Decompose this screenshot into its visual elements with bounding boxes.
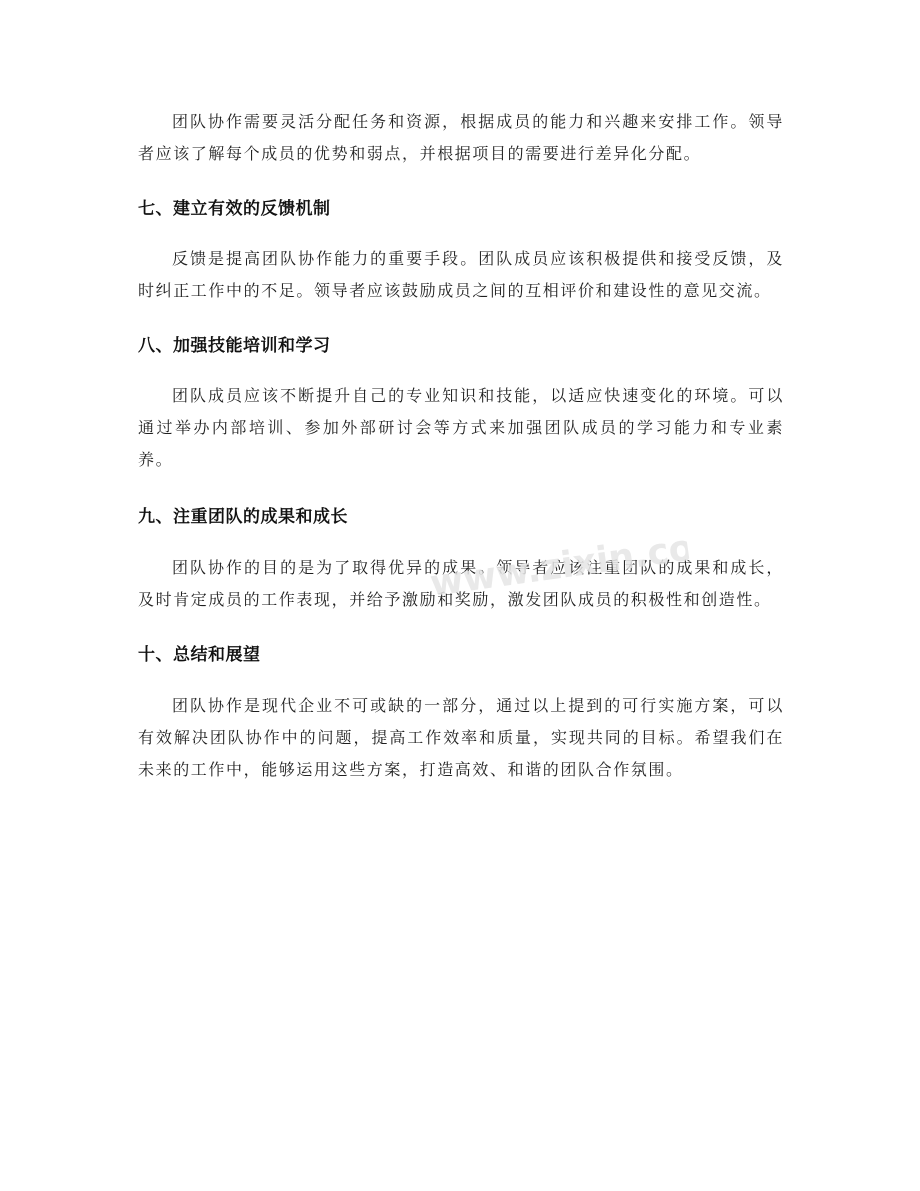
section-9-paragraph: 团队协作的目的是为了取得优异的成果。领导者应该注重团队的成果和成长，及时肯定成员的工作表现，并给予激励和奖励，激发团队成员的积极性和创造性。 — [138, 558, 784, 609]
section-9-heading: 九、注重团队的成果和成长 — [138, 507, 348, 527]
watermark-text: www.zixin.com.cn — [427, 513, 700, 605]
section-10-heading: 十、总结和展望 — [138, 645, 261, 665]
intro-paragraph: 团队协作需要灵活分配任务和资源，根据成员的能力和兴趣来安排工作。领导者应该了解每个成员的优势和弱点，并根据项目的需要进行差异化分配。 — [138, 112, 784, 163]
section-8-paragraph: 团队成员应该不断提升自己的专业知识和技能，以适应快速变化的环境。可以通过举办内部培训、参加外部研讨会等方式来加强团队成员的学习能力和专业素养。 — [138, 386, 784, 469]
section-8-heading: 八、加强技能培训和学习 — [138, 336, 331, 356]
section-7-heading: 七、建立有效的反馈机制 — [138, 199, 331, 219]
section-7-paragraph: 反馈是提高团队协作能力的重要手段。团队成员应该积极提供和接受反馈，及时纠正工作中的不足。领导者应该鼓励成员之间的互相评价和建设性的意见交流。 — [138, 249, 784, 300]
section-10-paragraph: 团队协作是现代企业不可或缺的一部分，通过以上提到的可行实施方案，可以有效解决团队协作中的问题，提高工作效率和质量，实现共同的目标。希望我们在未来的工作中，能够运用这些方案，打造高效、和谐的团队合作氛围。 — [138, 696, 784, 779]
